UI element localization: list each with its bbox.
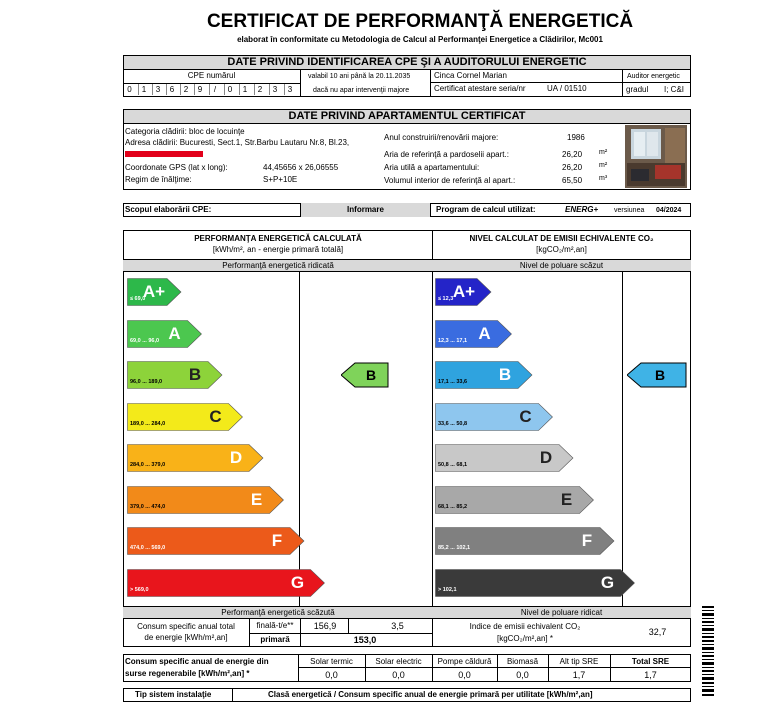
renewables-value: 1,7 — [644, 670, 657, 680]
version-value: 04/2024 — [656, 207, 682, 214]
co2_panel-class-letter: A+ — [452, 282, 476, 301]
cpe-digit: 0 — [127, 85, 132, 94]
gps-value: 44,45656 x 26,06555 — [263, 163, 339, 172]
energy_panel-class-range: 189,0 ... 284,0 — [130, 421, 166, 427]
renewables-header: Pompe căldură — [437, 657, 492, 666]
renewables-label-2: surse regenerabile [kWh/m²,an] * — [125, 669, 250, 678]
emissions-value: 32,7 — [648, 627, 667, 637]
program-value: ENERG+ — [565, 205, 599, 214]
renewables-value: 1,7 — [572, 670, 586, 680]
renewables-value: 0,0 — [458, 670, 471, 680]
renewables-header: Biomasă — [506, 657, 539, 666]
page-subtitle: elaborat în conformitate cu Metodologia de Calcul al Performanţei Energetice a Clădirilor, Mc001 — [237, 35, 603, 44]
cpe-digit: 9 — [194, 84, 205, 95]
primary-energy-label: primară — [260, 635, 290, 644]
validity-text: valabil 10 ani până la 20.11.2035 — [308, 73, 411, 80]
building-address: Adresa clădirii: Bucuresti, Sect.1, Str.Barbu Lautaru Nr.8, Bl.23, — [125, 138, 350, 147]
energy-top-label: Performanţă energetică ridicată — [222, 261, 334, 270]
co2_panel-class-range: ≤ 12,3 — [438, 296, 454, 302]
cpe-digit: 1 — [138, 84, 149, 95]
emissions-label-1: Indice de emisii echivalent CO₂ — [469, 622, 581, 631]
building-category: Categoria clădirii: bloc de locuinţe — [125, 127, 245, 136]
cpe-digit: 6 — [166, 84, 177, 95]
energy-panel-title: PERFORMANŢA ENERGETICĂ CALCULATĂ — [194, 234, 362, 243]
emissions-label-2: [kgCO₂/m²,an] * — [496, 634, 553, 643]
energy_panel-class-range: 69,0 ... 96,0 — [130, 338, 160, 344]
energy_panel-class-letter: C — [209, 407, 222, 426]
energy_panel-class-range: 284,0 ... 379,0 — [130, 462, 166, 468]
co2_panel-class-range: > 102,1 — [438, 587, 457, 593]
apartment-header: DATE PRIVIND APARTAMENTUL CERTIFICAT — [123, 109, 691, 124]
renewables-value: 0,0 — [325, 670, 338, 680]
auditor-role: Auditor energetic — [627, 73, 680, 80]
consumption-label-2: de energie [kWh/m²,an] — [144, 633, 228, 642]
energy_panel-class-letter: A+ — [142, 282, 166, 301]
volume-label: Volumul interior de referinţă al apart.: — [384, 176, 516, 185]
redacted-bar — [125, 151, 203, 157]
energy_panel-class-range: 474,0 ... 569,0 — [130, 545, 166, 551]
energy_panel-class-range: 96,0 ... 189,0 — [130, 379, 163, 385]
co2_panel-class-letter: A — [478, 324, 491, 343]
certificate-label: Certificat atestare seria/nr — [434, 84, 526, 93]
program-label: Program de calcul utilizat: — [436, 205, 536, 214]
co2-panel-title: NIVEL CALCULAT DE EMISII ECHIVALENTE CO₂ — [469, 234, 654, 243]
co2_panel-class-range: 50,8 ... 68,1 — [438, 462, 468, 468]
energy-result-letter: B — [365, 367, 377, 383]
energy_panel-class-letter: F — [271, 531, 283, 550]
renewables-header: Solar electric — [375, 657, 422, 666]
renewables-header: Total SRE — [631, 657, 670, 666]
energy_panel-class-letter: B — [188, 365, 202, 384]
primary-energy-value: 153,0 — [353, 635, 377, 645]
co2-result-letter: B — [654, 367, 666, 383]
cpe-digit: 1 — [239, 84, 250, 95]
energy_panel-class-range: ≤ 69,0 — [130, 296, 146, 302]
apartment-photo — [625, 125, 687, 188]
cpe-digit: 3 — [152, 84, 163, 95]
cpe-digit: 2 — [180, 84, 191, 95]
co2_panel-class-letter: B — [498, 365, 512, 384]
energy_panel-class-range: > 569,0 — [130, 587, 149, 593]
cpe-digit: / — [209, 84, 220, 95]
renewables-header: Alt tip SRE — [559, 657, 599, 666]
auditor-name: Cinca Cornel Marian — [434, 71, 507, 80]
co2_panel-class-letter: C — [519, 407, 532, 426]
useful-area-label: Aria utilă a apartamentului: — [384, 163, 480, 172]
co2-panel-unit: [kgCO₂/m²,an] — [536, 245, 587, 254]
co2_panel-class-range: 68,1 ... 85,2 — [438, 504, 468, 510]
co2_panel-class-letter: G — [600, 573, 615, 592]
height-regime-value: S+P+10E — [263, 175, 298, 184]
ref-area-value: 26,20 — [562, 150, 583, 159]
footer-left: Tip sistem instalaţie — [135, 690, 212, 699]
final-energy-thermal: 156,9 — [313, 621, 337, 631]
footer-right: Clasă energetică / Consum specific anual de energie primară per utilitate [kWh/m²,an] — [268, 690, 593, 699]
cpe-number-label: CPE numărul — [187, 71, 236, 80]
grade-value: I; C&I — [664, 85, 685, 94]
energy_panel-class-letter: A — [168, 324, 181, 343]
co2_panel-class-range: 12,3 ... 17,1 — [438, 338, 468, 344]
renewables-value: 0,0 — [516, 670, 529, 680]
cpe-digit: 0 — [224, 84, 235, 95]
final-energy-electric: 3,5 — [391, 621, 404, 631]
energy_panel-class-letter: E — [250, 490, 263, 509]
year-label: Anul construirii/renovării majore: — [384, 133, 499, 142]
gps-label: Coordonate GPS (lat x long): — [125, 163, 228, 172]
ref-area-unit: m² — [599, 149, 608, 156]
co2_panel-class-range: 33,6 ... 50,8 — [438, 421, 468, 427]
cpe-digit: 3 — [269, 84, 280, 95]
final-energy-label: finală-t/e** — [256, 621, 294, 630]
useful-area-value: 26,20 — [562, 163, 583, 172]
volume-unit: m³ — [599, 175, 608, 182]
energy_panel-class-letter: G — [290, 573, 305, 592]
id-section-header: DATE PRIVIND IDENTIFICAREA CPE ŞI A AUDITORULUI ENERGETIC — [123, 55, 691, 70]
co2-bottom-label: Nivel de poluare ridicat — [520, 608, 603, 617]
co2_panel-class-letter: F — [581, 531, 593, 550]
year-value: 1986 — [567, 133, 585, 142]
cpe-digit: 2 — [254, 84, 265, 95]
renewables-label-1: Consum specific anual de energie din — [125, 657, 269, 666]
energy-panel-unit: [kWh/m², an - energie primară totală] — [212, 245, 344, 254]
energy_panel-class-letter: D — [229, 448, 243, 467]
purpose-label: Scopul elaborării CPE: — [125, 205, 212, 214]
renewables-header: Solar termic — [310, 657, 353, 666]
consumption-label-1: Consum specific anual total — [137, 622, 235, 631]
energy-bottom-label: Performanţă energetică scăzută — [221, 608, 335, 617]
volume-value: 65,50 — [562, 176, 583, 185]
certificate-value: UA / 01510 — [547, 84, 587, 93]
energy_panel-class-range: 379,0 ... 474,0 — [130, 504, 166, 510]
co2_panel-class-range: 17,1 ... 33,6 — [438, 379, 468, 385]
co2-top-label: Nivel de poluare scăzut — [519, 261, 604, 270]
grade-label: gradul — [626, 85, 649, 94]
version-label: versiunea — [614, 207, 645, 214]
co2_panel-class-range: 85,2 ... 102,1 — [438, 545, 471, 551]
ref-area-label: Aria de referinţă a pardoselii apart.: — [384, 150, 509, 159]
height-regime-label: Regim de înălţime: — [125, 175, 192, 184]
barcode — [702, 606, 714, 699]
purpose-value: Informare — [347, 205, 384, 214]
page-title: CERTIFICAT DE PERFORMANŢĂ ENERGETICĂ — [206, 11, 634, 32]
useful-area-unit: m² — [599, 162, 608, 169]
co2_panel-class-letter: E — [560, 490, 573, 509]
validity-note: dacă nu apar intervenţii majore — [313, 87, 410, 94]
cpe-digit: 3 — [284, 84, 295, 95]
co2_panel-class-letter: D — [539, 448, 553, 467]
renewables-value: 0,0 — [392, 670, 405, 680]
